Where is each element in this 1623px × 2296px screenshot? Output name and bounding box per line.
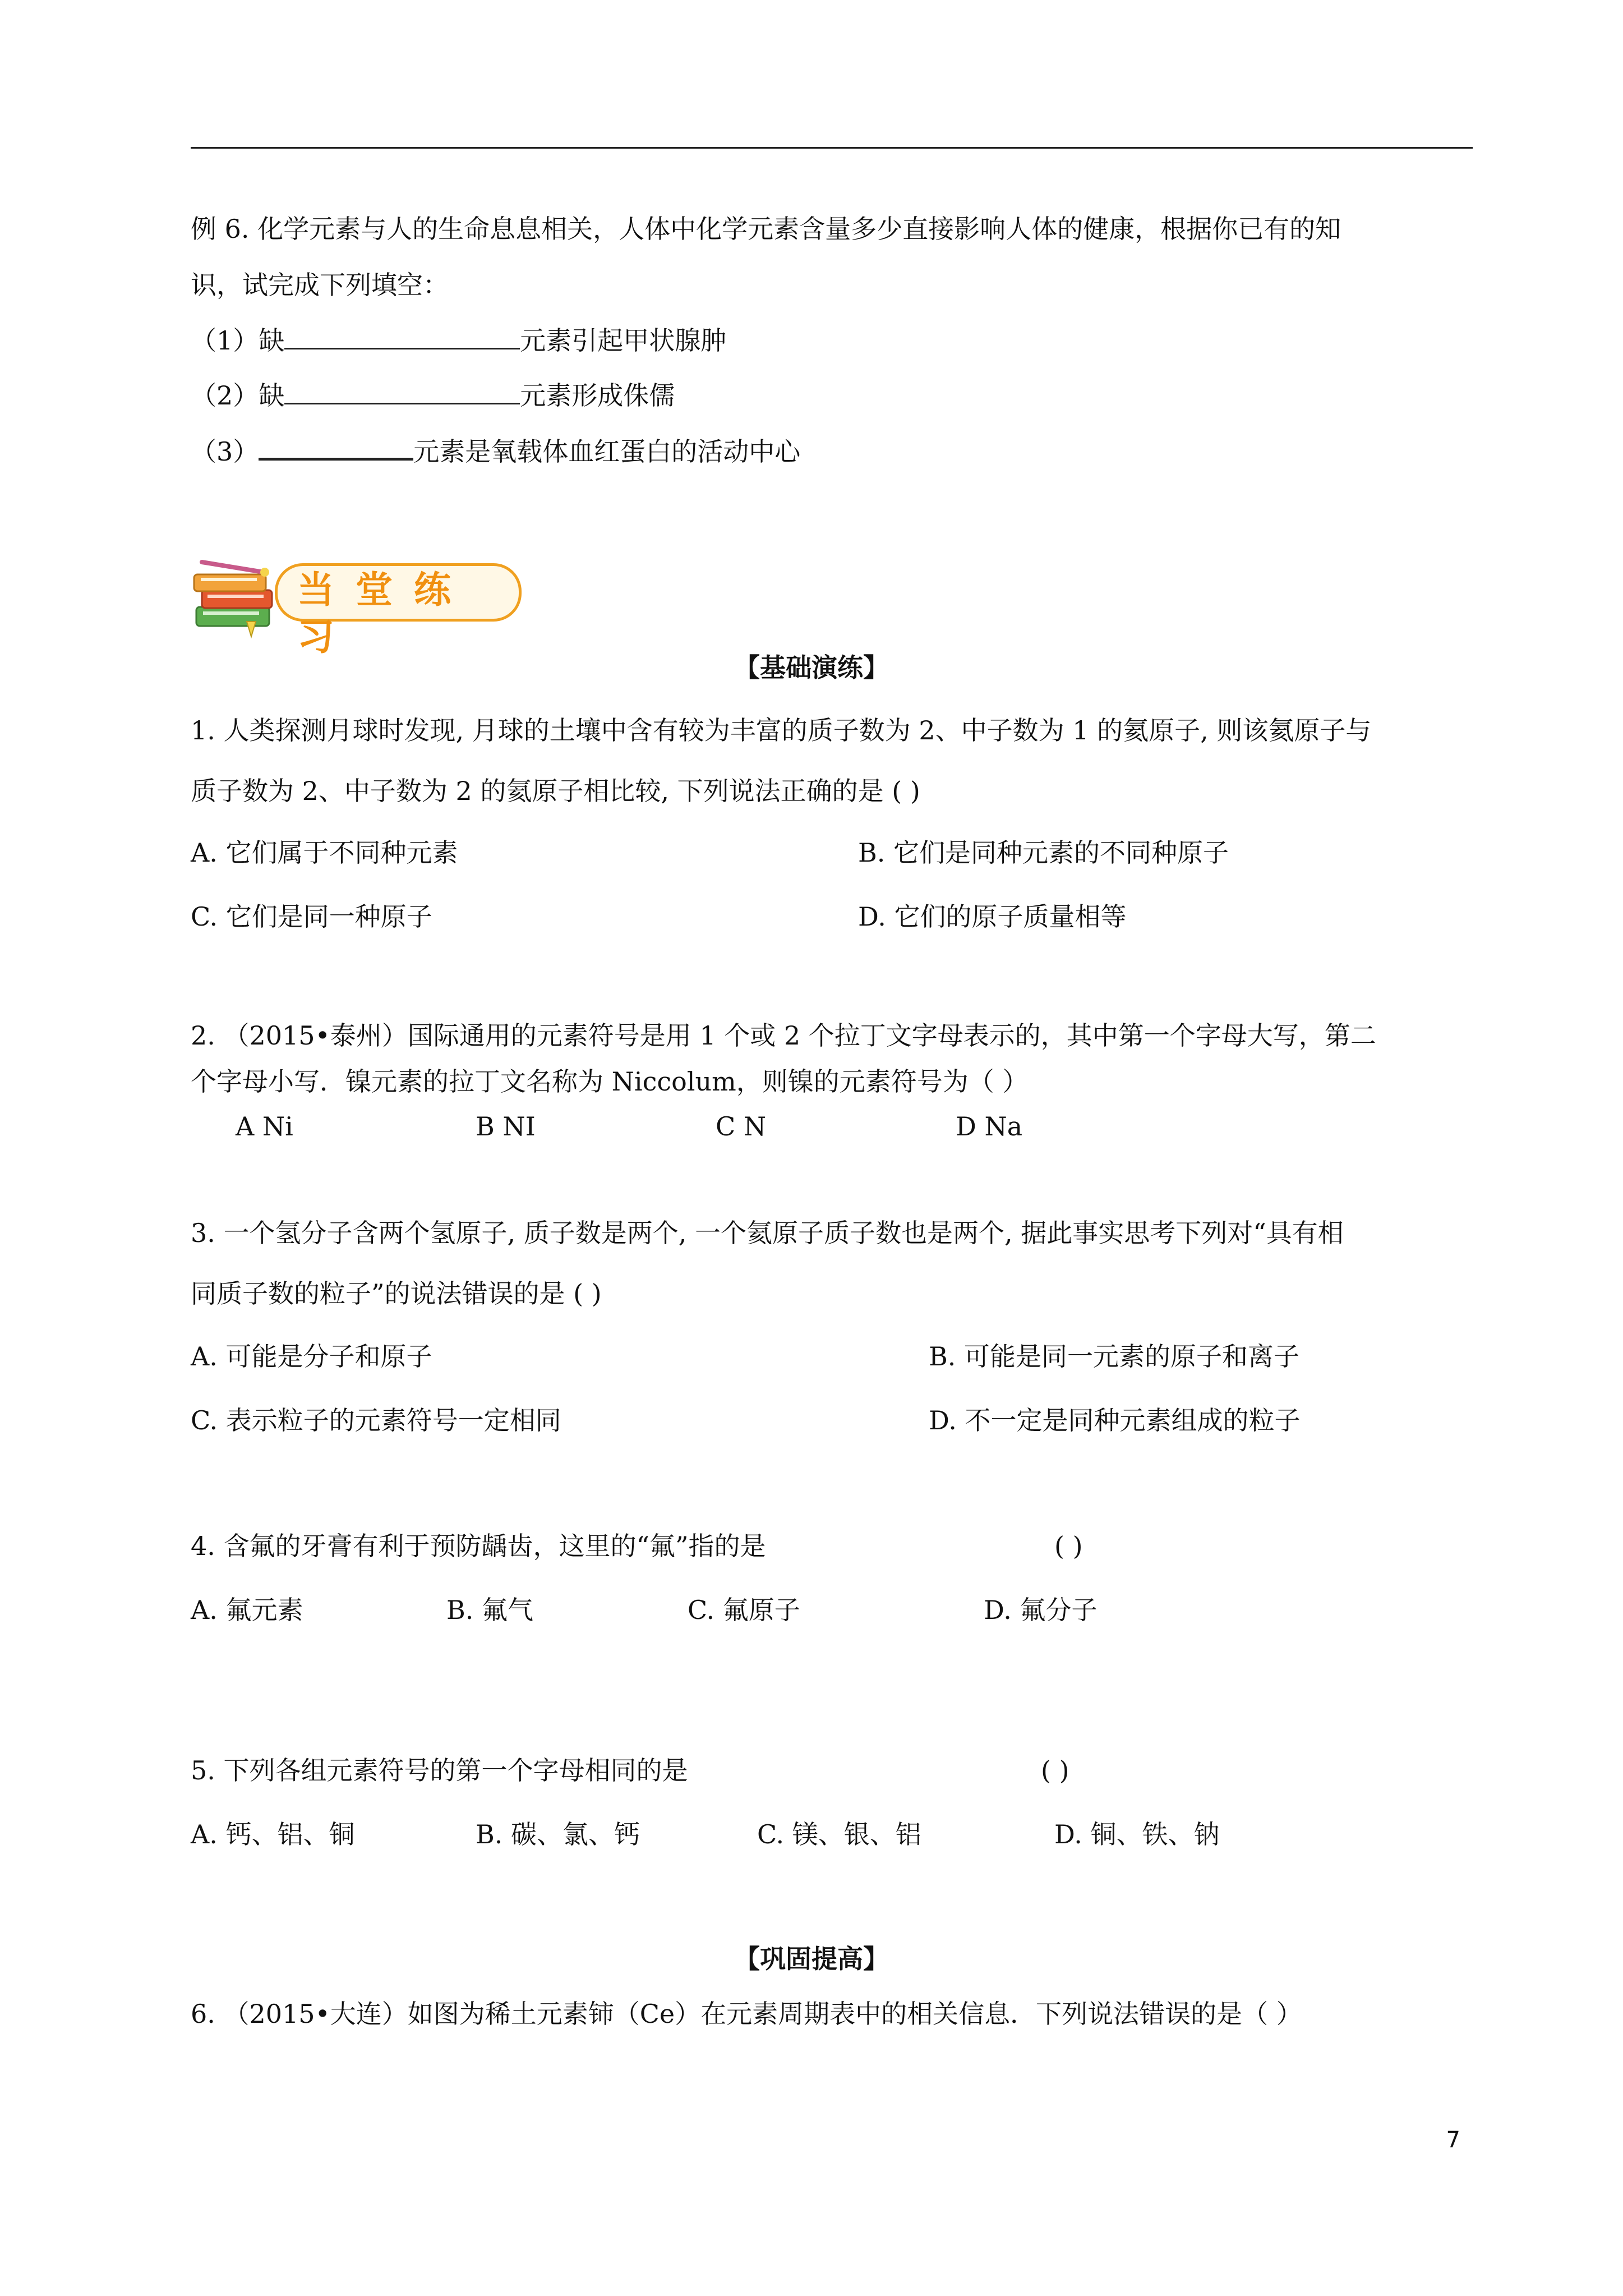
q1-option-d[interactable]: D. 它们的原子质量相等 [858,901,1127,932]
item3-suffix: 元素是氧载体血红蛋白的活动中心 [413,436,801,467]
q5-option-d[interactable]: D. 铜、铁、钠 [1054,1819,1220,1849]
section-basic-heading: 【基础演练】 [734,652,889,683]
practice-banner [191,555,527,659]
q3-option-d[interactable]: D. 不一定是同种元素组成的粒子 [929,1405,1301,1435]
q4-option-c[interactable]: C. 氟原子 [688,1595,800,1625]
q2-line1: 2. （2015•泰州）国际通用的元素符号是用 1 个或 2 个拉丁文字母表示的，其中第一个字母大写，第二 [191,1020,1376,1051]
q1-option-c[interactable]: C. 它们是同一种原子 [191,901,432,932]
example6-item1 [191,323,726,357]
q1-option-a[interactable]: A. 它们属于不同种元素 [191,838,458,868]
item1-prefix: （1）缺 [191,325,285,356]
item3-blank[interactable] [259,433,413,461]
item2-blank[interactable] [284,378,520,404]
example6-line1: 例 6. 化学元素与人的生命息息相关，人体中化学元素含量多少直接影响人体的健康，根据你已有的知 [191,214,1341,244]
item3-prefix: （3） [191,436,259,467]
q1-option-b[interactable]: B. 它们是同种元素的不同种原子 [858,838,1229,868]
q4-option-d[interactable]: D. 氟分子 [984,1595,1098,1625]
q5-stem: 5. 下列各组元素符号的第一个字母相同的是 [191,1755,688,1786]
item1-suffix: 元素引起甲状腺肿 [520,325,727,356]
q2-option-d[interactable]: D Na [956,1111,1023,1142]
q4-option-b[interactable]: B. 氟气 [446,1595,534,1625]
q3-option-c[interactable]: C. 表示粒子的元素符号一定相同 [191,1405,561,1435]
item2-prefix: （2）缺 [191,380,285,411]
q3-line1: 3. 一个氢分子含两个氢原子, 质子数是两个, 一个氦原子质子数也是两个, 据此事实思考下列对“具有相 [191,1218,1344,1248]
q3-option-a[interactable]: A. 可能是分子和原子 [191,1341,432,1372]
q6-line1: 6. （2015•大连）如图为稀土元素铈（Ce）在元素周期表中的相关信息．下列说法错误的是（ ） [191,1999,1302,2029]
q2-line2: 个字母小写．镍元素的拉丁文名称为 Niccolum，则镍的元素符号为（ ） [191,1066,1029,1097]
q2-option-c[interactable]: C N [716,1111,767,1142]
item2-suffix: 元素形成侏儒 [520,380,675,411]
banner-title: 当堂练习 [297,568,472,659]
q4-stem: 4. 含氟的牙膏有利于预防龋齿，这里的“氟”指的是 [191,1531,766,1561]
q2-option-a[interactable]: A Ni [236,1111,293,1142]
q5-option-a[interactable]: A. 钙、铝、铜 [191,1819,355,1849]
q1-line1: 1. 人类探测月球时发现, 月球的土壤中含有较为丰富的质子数为 2、中子数为 1 的氦原子, 则该氦原子与 [191,715,1372,746]
q4-paren: ( ) [1054,1531,1083,1561]
q4-option-a[interactable]: A. 氟元素 [191,1595,303,1625]
q5-option-b[interactable]: B. 碳、氯、钙 [476,1819,640,1849]
q5-paren: ( ) [1041,1755,1069,1786]
q3-option-b[interactable]: B. 可能是同一元素的原子和离子 [929,1341,1300,1372]
example6-item2 [191,378,675,412]
example6-item3 [191,433,800,468]
item1-blank[interactable] [284,323,520,349]
example6-line2: 识，试完成下列填空： [191,270,449,300]
page-number: 7 [1446,2127,1460,2153]
header-rule [191,147,1473,149]
q2-option-b[interactable]: B NI [476,1111,536,1142]
q3-line2: 同质子数的粒子”的说法错误的是 ( ) [191,1278,602,1309]
books-icon [191,555,286,639]
section-advanced-heading: 【巩固提高】 [734,1944,889,1974]
q1-line2: 质子数为 2、中子数为 2 的氦原子相比较, 下列说法正确的是 ( ) [191,776,920,806]
q5-option-c[interactable]: C. 镁、银、铝 [757,1819,921,1849]
